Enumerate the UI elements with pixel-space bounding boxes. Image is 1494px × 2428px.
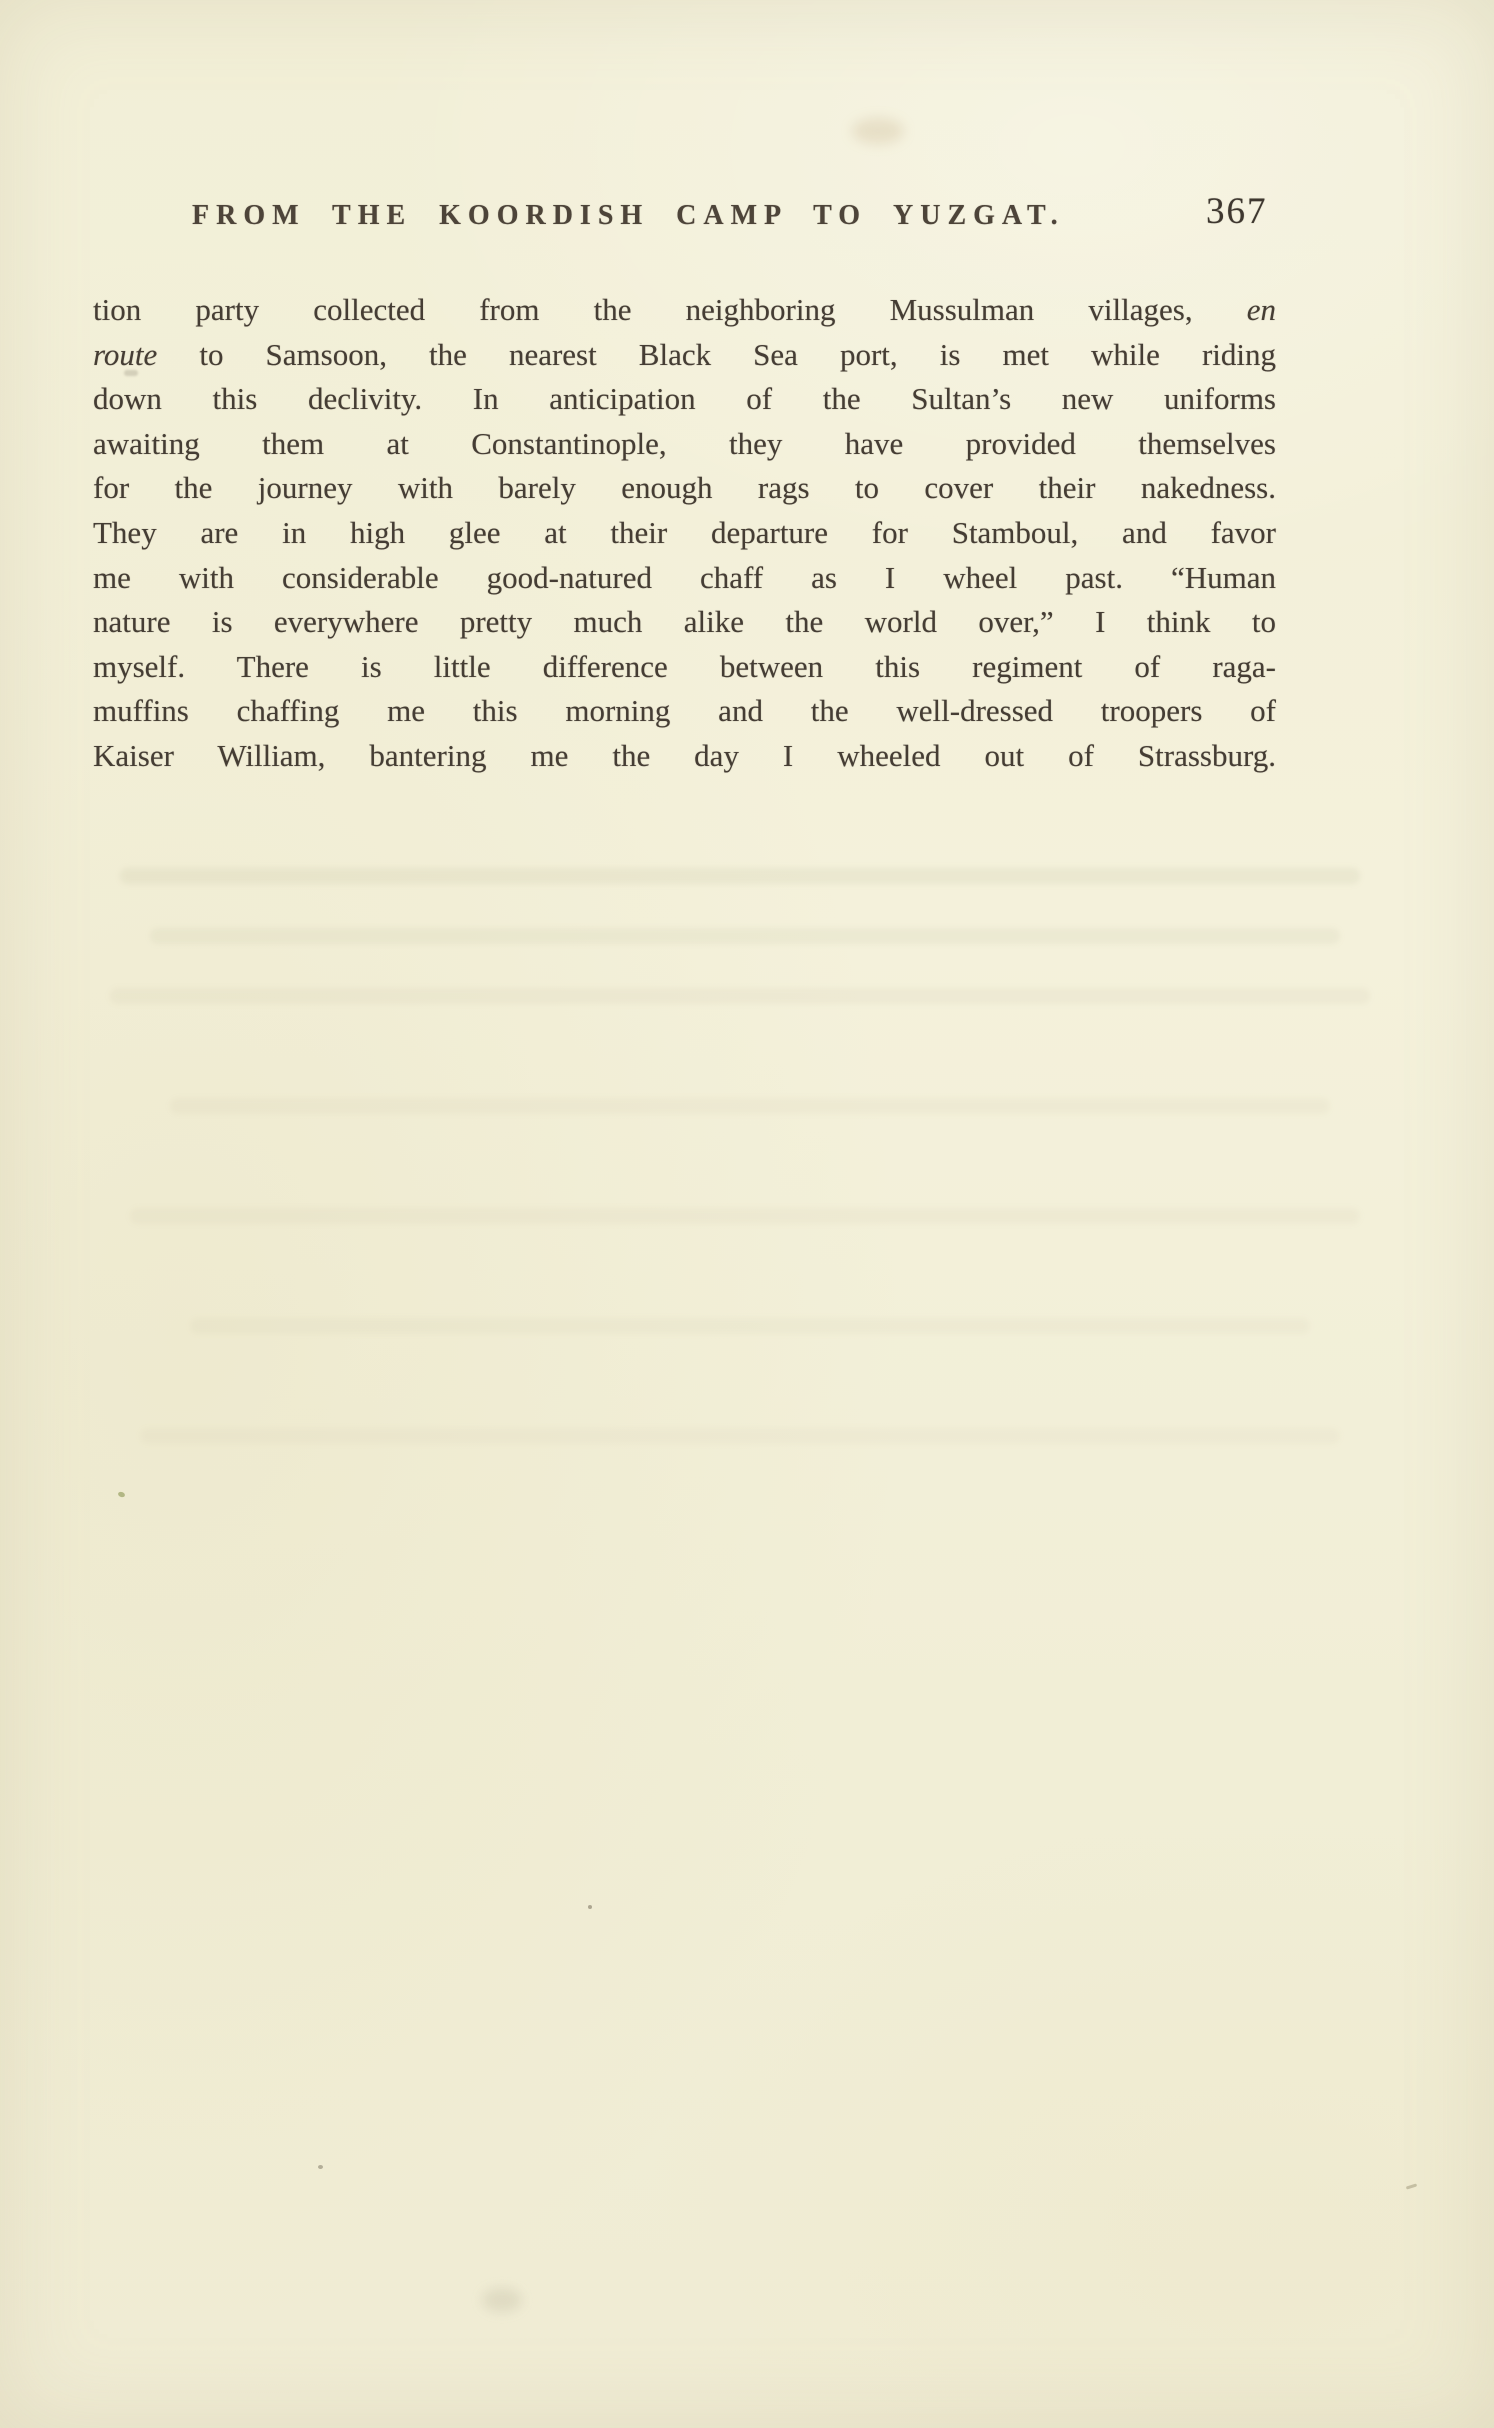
text-line: route to Samsoon, the nearest Black Sea port, is met while riding [93,336,1276,372]
text-line: me with considerable good-natured chaff as I wheel past. “Human [93,559,1276,595]
bleed-through-line [130,1208,1360,1224]
text-line: awaiting them at Constantinople, they have provided themselves [93,425,1276,461]
scan-speck [124,370,138,376]
scan-speck [588,1905,592,1909]
text-line: Kaiser William, bantering me the day I wheeled out of Strassburg. [93,737,1276,773]
bleed-through-line [150,928,1340,944]
scan-smudge [482,2288,522,2312]
scan-speck [318,2165,323,2169]
text-line: for the journey with barely enough rags to cover their nakedness. [93,470,1276,506]
page-number: 367 [1206,191,1268,232]
bleed-through-line [120,868,1360,884]
text-line: tion party collected from the neighboring Mussulman villages, en [93,292,1276,327]
text-line: nature is everywhere pretty much alike the world over,” I think to [93,604,1276,640]
text-line: muffins chaffing me this morning and the well-dressed troopers of [93,693,1276,729]
text-line: myself. There is little difference between this regiment of raga- [93,648,1276,684]
bleed-through-line [190,1318,1310,1334]
scan-smudge [852,118,904,144]
running-head-title: FROM THE KOORDISH CAMP TO YUZGAT. [192,200,1065,231]
bleed-through-line [170,1098,1330,1114]
body-paragraph [93,288,1276,779]
scan-speck [1406,2183,1417,2189]
scan-speck [117,1491,125,1498]
text-line: down this declivity. In anticipation of the Sultan’s new uniforms [93,381,1276,417]
text-line: They are in high glee at their departure for Stamboul, and favor [93,514,1276,550]
bleed-through-line [140,1428,1340,1444]
bleed-through-line [110,988,1370,1004]
